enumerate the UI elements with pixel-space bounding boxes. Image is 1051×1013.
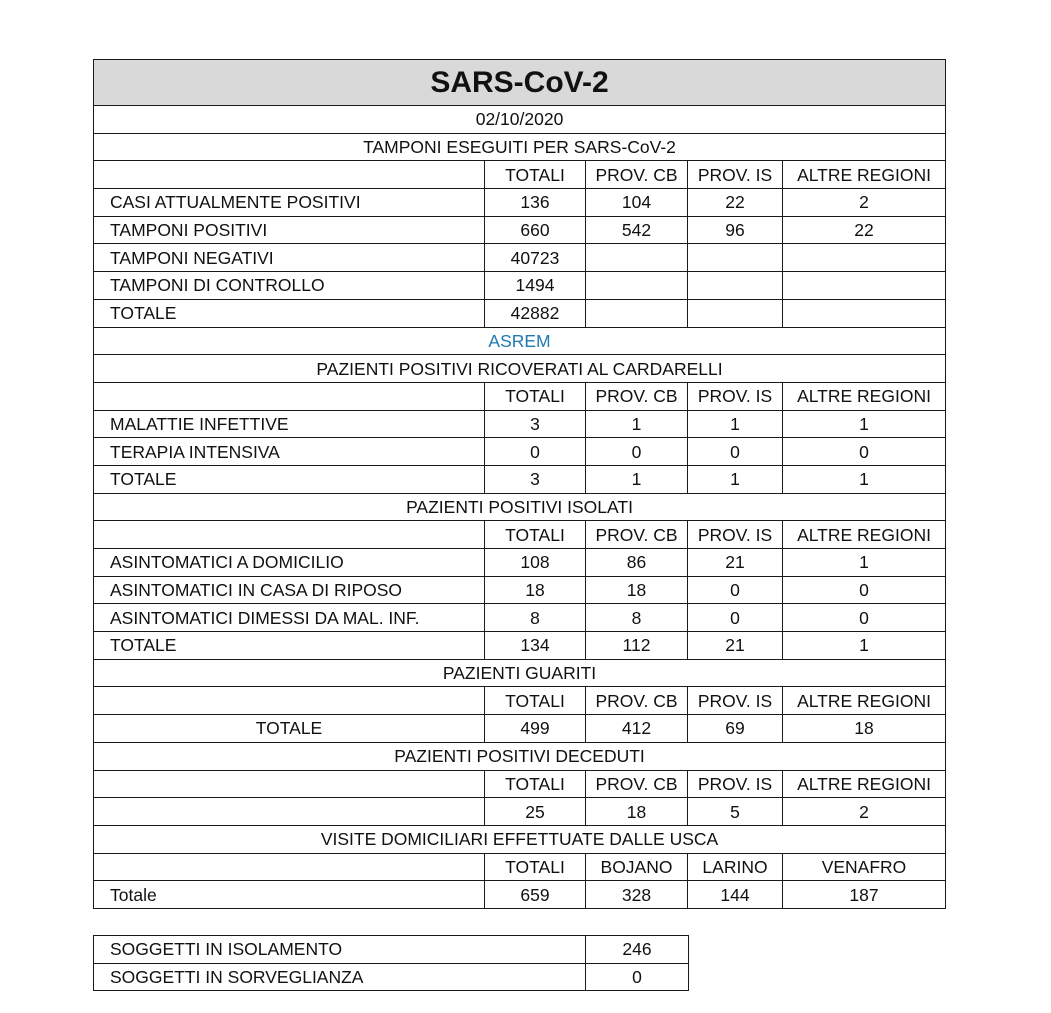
- empty-header-cell: [94, 382, 485, 410]
- value-cell: 18: [485, 576, 586, 604]
- soggetti-row: [94, 963, 689, 991]
- value-cell: 3: [485, 465, 586, 493]
- empty-header-cell: [94, 853, 485, 881]
- table-row: [94, 244, 946, 272]
- table-row: [94, 604, 946, 632]
- empty-header-cell: [94, 770, 485, 798]
- value-cell: [783, 244, 946, 272]
- value-cell: 2: [783, 189, 946, 217]
- soggetti-label: SOGGETTI IN ISOLAMENTO: [94, 936, 586, 964]
- value-cell: [586, 244, 688, 272]
- value-cell: 187: [783, 881, 946, 909]
- value-cell: 18: [586, 798, 688, 826]
- column-header: PROV. CB: [586, 521, 688, 549]
- row-label: CASI ATTUALMENTE POSITIVI: [94, 189, 485, 217]
- asrem-row: [94, 327, 946, 355]
- table-row: [94, 299, 946, 327]
- column-header: VENAFRO: [783, 853, 946, 881]
- isolati-heading: PAZIENTI POSITIVI ISOLATI: [94, 493, 946, 521]
- column-header: PROV. IS: [688, 382, 783, 410]
- isolati-column-header-row: [94, 521, 946, 549]
- soggetti-row: [94, 936, 689, 964]
- value-cell: 69: [688, 715, 783, 743]
- row-label: MALATTIE INFETTIVE: [94, 410, 485, 438]
- tamponi-heading-row: [94, 133, 946, 161]
- value-cell: 25: [485, 798, 586, 826]
- row-label: ASINTOMATICI DIMESSI DA MAL. INF.: [94, 604, 485, 632]
- column-header: PROV. CB: [586, 161, 688, 189]
- value-cell: [586, 299, 688, 327]
- value-cell: 1: [783, 549, 946, 577]
- value-cell: 659: [485, 881, 586, 909]
- main-report-table: [93, 59, 946, 909]
- value-cell: 328: [586, 881, 688, 909]
- column-header: TOTALI: [485, 853, 586, 881]
- value-cell: 499: [485, 715, 586, 743]
- column-header: PROV. IS: [688, 161, 783, 189]
- value-cell: [688, 272, 783, 300]
- value-cell: 3: [485, 410, 586, 438]
- value-cell: 112: [586, 632, 688, 660]
- guariti-column-header-row: [94, 687, 946, 715]
- value-cell: 0: [783, 604, 946, 632]
- table-row: [94, 715, 946, 743]
- table-row: [94, 465, 946, 493]
- column-header: TOTALI: [485, 770, 586, 798]
- column-header: ALTRE REGIONI: [783, 521, 946, 549]
- soggetti-value: 0: [586, 963, 689, 991]
- value-cell: 0: [586, 438, 688, 466]
- column-header: ALTRE REGIONI: [783, 161, 946, 189]
- column-header: PROV. IS: [688, 687, 783, 715]
- usca-heading-row: [94, 825, 946, 853]
- deceduti-heading: PAZIENTI POSITIVI DECEDUTI: [94, 742, 946, 770]
- tamponi-heading: TAMPONI ESEGUITI PER SARS-CoV-2: [94, 133, 946, 161]
- value-cell: 108: [485, 549, 586, 577]
- value-cell: 0: [688, 438, 783, 466]
- soggetti-section: [93, 935, 689, 991]
- row-label: TOTALE: [94, 465, 485, 493]
- deceduti-column-header-row: [94, 770, 946, 798]
- report-title: SARS-CoV-2: [94, 60, 946, 106]
- table-row: [94, 272, 946, 300]
- value-cell: 136: [485, 189, 586, 217]
- title-row: [94, 60, 946, 106]
- row-label: TOTALE: [94, 715, 485, 743]
- value-cell: 21: [688, 632, 783, 660]
- column-header: BOJANO: [586, 853, 688, 881]
- value-cell: 18: [783, 715, 946, 743]
- column-header: PROV. IS: [688, 770, 783, 798]
- value-cell: 134: [485, 632, 586, 660]
- ricoverati-heading-row: [94, 355, 946, 383]
- value-cell: 542: [586, 216, 688, 244]
- guariti-heading-row: [94, 659, 946, 687]
- value-cell: 0: [688, 576, 783, 604]
- column-header: TOTALI: [485, 161, 586, 189]
- column-header: PROV. CB: [586, 687, 688, 715]
- value-cell: 1: [586, 465, 688, 493]
- usca-heading: VISITE DOMICILIARI EFFETTUATE DALLE USCA: [94, 825, 946, 853]
- table-row: [94, 438, 946, 466]
- deceduti-heading-row: [94, 742, 946, 770]
- column-header: ALTRE REGIONI: [783, 770, 946, 798]
- value-cell: 412: [586, 715, 688, 743]
- value-cell: 1: [688, 410, 783, 438]
- column-header: LARINO: [688, 853, 783, 881]
- column-header: PROV. CB: [586, 382, 688, 410]
- table-row: [94, 632, 946, 660]
- column-header: PROV. IS: [688, 521, 783, 549]
- column-header: ALTRE REGIONI: [783, 687, 946, 715]
- table-row: [94, 881, 946, 909]
- table-row: [94, 576, 946, 604]
- table-row: [94, 410, 946, 438]
- row-label: TOTALE: [94, 299, 485, 327]
- table-row: [94, 216, 946, 244]
- ricoverati-column-header-row: [94, 382, 946, 410]
- row-label: TERAPIA INTENSIVA: [94, 438, 485, 466]
- value-cell: 86: [586, 549, 688, 577]
- value-cell: [783, 299, 946, 327]
- ricoverati-heading: PAZIENTI POSITIVI RICOVERATI AL CARDARELLI: [94, 355, 946, 383]
- date-row: [94, 106, 946, 134]
- soggetti-table: [93, 935, 689, 991]
- row-label: ASINTOMATICI A DOMICILIO: [94, 549, 485, 577]
- row-label: Totale: [94, 881, 485, 909]
- covid-report-sheet: [93, 59, 945, 909]
- value-cell: [688, 244, 783, 272]
- value-cell: 22: [688, 189, 783, 217]
- value-cell: 0: [783, 576, 946, 604]
- column-header: TOTALI: [485, 382, 586, 410]
- empty-header-cell: [94, 161, 485, 189]
- value-cell: 1: [688, 465, 783, 493]
- value-cell: 1494: [485, 272, 586, 300]
- row-label: TAMPONI DI CONTROLLO: [94, 272, 485, 300]
- column-header: PROV. CB: [586, 770, 688, 798]
- value-cell: 96: [688, 216, 783, 244]
- value-cell: 8: [485, 604, 586, 632]
- value-cell: 1: [783, 465, 946, 493]
- value-cell: 660: [485, 216, 586, 244]
- value-cell: 40723: [485, 244, 586, 272]
- row-label: TAMPONI NEGATIVI: [94, 244, 485, 272]
- soggetti-label: SOGGETTI IN SORVEGLIANZA: [94, 963, 586, 991]
- value-cell: 0: [783, 438, 946, 466]
- value-cell: 1: [783, 632, 946, 660]
- empty-header-cell: [94, 521, 485, 549]
- column-header: TOTALI: [485, 687, 586, 715]
- report-date: 02/10/2020: [94, 106, 946, 134]
- value-cell: 144: [688, 881, 783, 909]
- usca-column-header-row: [94, 853, 946, 881]
- row-label: ASINTOMATICI IN CASA DI RIPOSO: [94, 576, 485, 604]
- table-row: [94, 798, 946, 826]
- value-cell: 1: [586, 410, 688, 438]
- isolati-heading-row: [94, 493, 946, 521]
- table-row: [94, 189, 946, 217]
- value-cell: [586, 272, 688, 300]
- row-label: TAMPONI POSITIVI: [94, 216, 485, 244]
- value-cell: 0: [688, 604, 783, 632]
- empty-header-cell: [94, 687, 485, 715]
- soggetti-value: 246: [586, 936, 689, 964]
- guariti-heading: PAZIENTI GUARITI: [94, 659, 946, 687]
- table-row: [94, 549, 946, 577]
- value-cell: [688, 299, 783, 327]
- row-label: [94, 798, 485, 826]
- value-cell: [783, 272, 946, 300]
- tamponi-column-header-row: [94, 161, 946, 189]
- asrem-label: ASREM: [94, 327, 946, 355]
- value-cell: 22: [783, 216, 946, 244]
- column-header: ALTRE REGIONI: [783, 382, 946, 410]
- value-cell: 42882: [485, 299, 586, 327]
- value-cell: 104: [586, 189, 688, 217]
- value-cell: 8: [586, 604, 688, 632]
- value-cell: 2: [783, 798, 946, 826]
- row-label: TOTALE: [94, 632, 485, 660]
- value-cell: 1: [783, 410, 946, 438]
- column-header: TOTALI: [485, 521, 586, 549]
- value-cell: 5: [688, 798, 783, 826]
- value-cell: 18: [586, 576, 688, 604]
- value-cell: 0: [485, 438, 586, 466]
- value-cell: 21: [688, 549, 783, 577]
